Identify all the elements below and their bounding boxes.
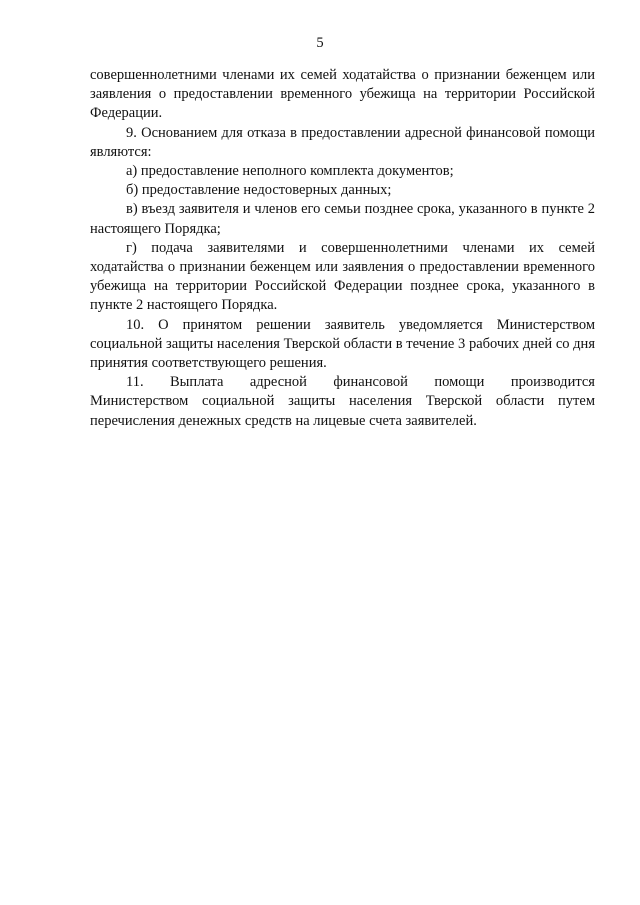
subitem-v: в) въезд заявителя и членов его семьи позднее срока, указанного в пункте 2 настоящего Порядка; bbox=[90, 201, 595, 237]
item-11-rest: Министерством социальной защиты населения Тверской области путем перечисления денежных средств на лицевые счета заявителей. bbox=[90, 393, 595, 429]
item-11-word: производится bbox=[510, 374, 595, 391]
subitem-g: г) подача заявителями и совершеннолетними членами их семей ходатайства о признании беженцем или заявления о предоставлении временного убежища на территории Российской Федерации позднее срока, указанного в пункте 2 настоящего Порядка. bbox=[90, 239, 595, 314]
item-11-word: помощи bbox=[434, 374, 485, 391]
subitem-b: б) предоставление недостоверных данных; bbox=[126, 182, 392, 199]
subitem-a: а) предоставление неполного комплекта документов; bbox=[126, 163, 454, 180]
item-11-word: адресной bbox=[249, 374, 307, 391]
page-number: 5 bbox=[316, 35, 324, 51]
item-11-word: 11. bbox=[126, 374, 144, 391]
paragraph-item-11 bbox=[90, 373, 595, 431]
paragraph-continuation: совершеннолетними членами их семей ходатайства о признании беженцем или заявления о предоставлении временного убежища на территории Российской Федерации. bbox=[90, 67, 595, 122]
item-11-word: Выплата bbox=[170, 374, 224, 391]
paragraph-item-9: 9. Основанием для отказа в предоставлении адресной финансовой помощи являются: bbox=[90, 124, 595, 160]
item-11-word: финансовой bbox=[333, 374, 408, 391]
paragraph-item-10: 10. О принятом решении заявитель уведомляется Министерством социальной защиты населения Тверской области в течение 3 рабочих дней со дня принятия соответствующего решения. bbox=[90, 316, 595, 372]
document-body bbox=[90, 66, 595, 431]
item-11-first-line bbox=[90, 373, 595, 392]
